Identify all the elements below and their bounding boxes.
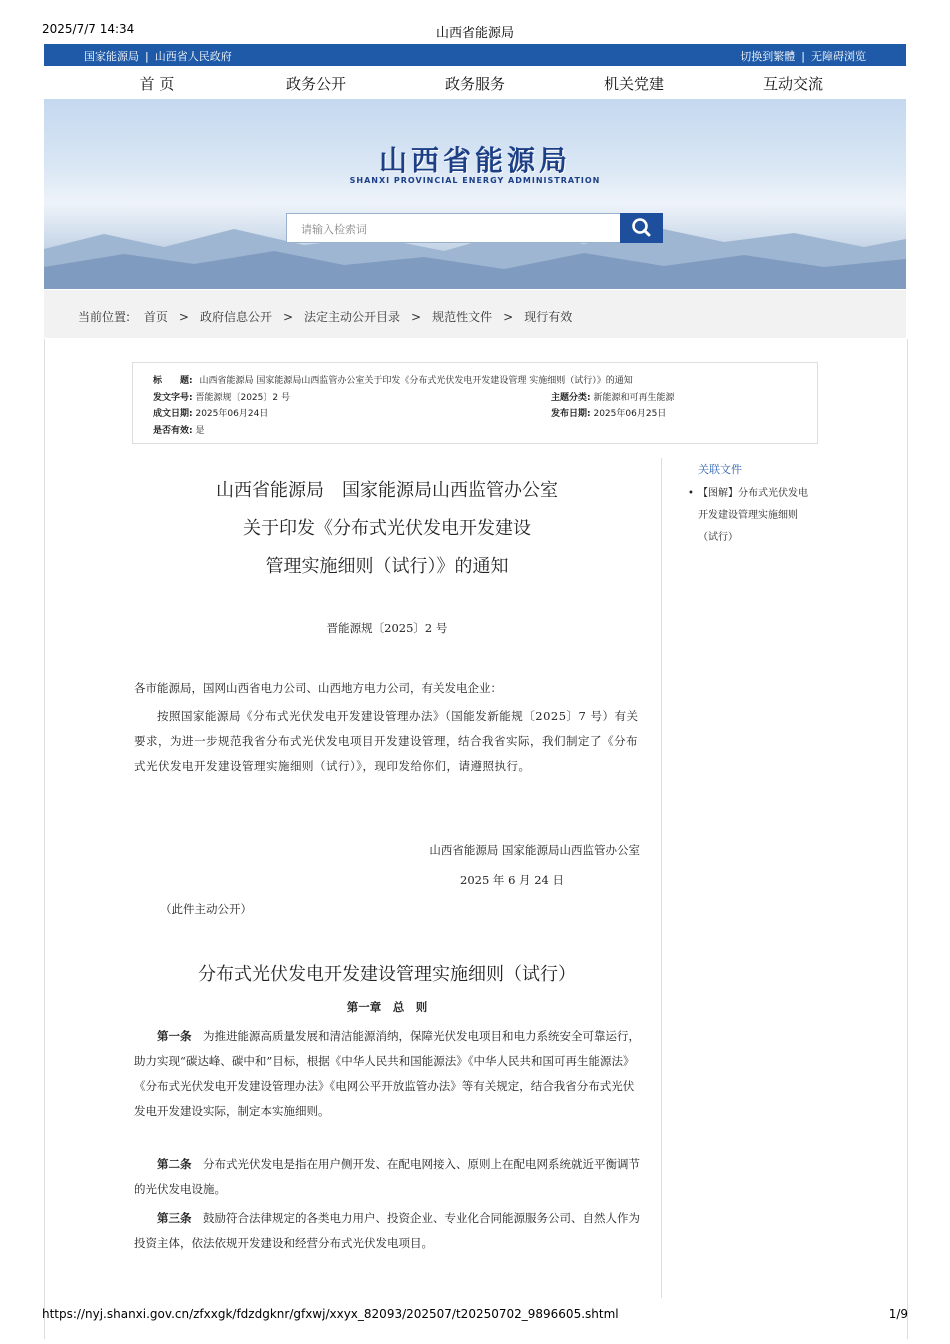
bullet-icon: • [688,488,694,499]
breadcrumb-label: 当前位置: [78,310,131,324]
doc-date: 2025 年 6 月 24 日 [460,873,564,887]
meta-doc-number: 晋能源规〔2025〕2 号 [195,393,290,403]
meta-title: 山西省能源局 国家能源局山西监管办公室关于印发《分布式光伏发电开发建设管理 实施细则（试行）》的通知 [199,376,633,386]
traditional-chinese-link[interactable]: 切换到繁體 [740,50,796,63]
print-page-number: 1/9 [888,1307,908,1321]
doc-title-line-2: 关于印发《分布式光伏发电开发建设 [243,518,531,539]
search-placeholder: 请输入检索词 [301,223,367,236]
print-title: 山西省能源局 [435,26,514,41]
breadcrumb-home[interactable]: 首页 [143,310,168,324]
article-3-label: 第三条 [157,1211,192,1225]
article-3 [134,1206,640,1256]
search-input[interactable] [286,213,622,243]
nav-party-building[interactable]: 机关党建 [603,75,664,93]
doc-disclosure: （此件主动公开） [160,902,252,916]
article-2-text: 分布式光伏发电是指在用户侧开发、在配电网接入、原则上在配电网系统就近平衡调节的光伏发电设施。 [134,1157,640,1196]
doc-signature: 山西省能源局 国家能源局山西监管办公室 [429,843,640,857]
breadcrumb-gov-info[interactable]: 政府信息公开 [199,310,272,324]
doc-title-line-3: 管理实施细则（试行）》的通知 [265,556,509,577]
link-shanxi-gov[interactable]: 山西省人民政府 [154,50,232,63]
print-footer-url: https://nyj.shanxi.gov.cn/zfxxgk/fdzdgknr/gfxwj/xxyx_82093/202507/t20250702_9896605.shtml [42,1307,619,1321]
related-file-label: 【图解】分布式光伏发电开发建设管理实施细则（试行） [698,488,808,543]
meta-created-date: 2025年06月24日 [195,409,269,419]
doc-salutation: 各市能源局，国网山西省电力公司、山西地方电力公司，有关发电企业： [134,681,502,695]
nav-government-affairs[interactable]: 政务公开 [285,75,346,93]
header-banner [44,99,906,289]
related-files-title: 关联文件 [698,463,742,476]
nav-home[interactable]: 首 页 [139,75,175,93]
article-2 [134,1152,640,1202]
doc-title-line-1: 山西省能源局 国家能源局山西监管办公室 [216,480,558,501]
document-metadata: 标 题: 山西省能源局 国家能源局山西监管办公室关于印发《分布式光伏发电开发建设管理 实施细则（试行）》的通知 发文字号: 晋能源规〔2025〕2 号 主题分类: 新能源和可再生能源 成文日期: 2025年06月24日 发布日期: 2025年06月25日 是否有效: 是 [132,362,818,444]
accessibility-link[interactable]: 无障碍浏览 [811,50,866,63]
nav-government-services[interactable]: 政务服务 [444,75,505,93]
article-1-text: 为推进能源高质量发展和清洁能源消纳，保障光伏发电项目和电力系统安全可靠运行，助力实现“碳达峰、碳中和”目标，根据《中华人民共和国能源法》《中华人民共和国可再生能源法》《分布式光伏发电开发建设管理办法》《电网公平开放监管办法》等有关规定，结合我省分布式光伏发电开发建设实际，制定本实施细则。 [134,1029,640,1118]
doc-body: 按照国家能源局《分布式光伏发电开发建设管理办法》（国能发新能规〔2025〕7 号）有关要求，为进一步规范我省分布式光伏发电项目开发建设管理，结合我省实际，我们制定了《分布式光伏发电开发建设管理实施细则（试行）》，现印发给你们，请遵照执行。 [134,709,639,773]
meta-published-date: 2025年06月25日 [593,409,667,419]
nav-interaction[interactable]: 互动交流 [762,75,823,93]
top-bar: 国家能源局 | 山西省人民政府 切换到繁體 | 无障碍浏览 [44,44,906,66]
print-header [42,22,908,40]
search-icon [620,213,663,243]
article-1 [134,1024,640,1124]
meta-valid: 是 [195,426,205,436]
chapter-title: 第一章 总 则 [346,1000,428,1014]
article-1-label: 第一条 [157,1029,192,1043]
main-nav [44,66,906,98]
rules-title: 分布式光伏发电开发建设管理实施细则（试行） [198,964,576,985]
meta-subject: 新能源和可再生能源 [593,393,675,403]
search-button[interactable] [620,213,663,243]
site-logo[interactable]: 山西省能源局 [378,144,571,177]
article-3-text: 鼓励符合法律规定的各类电力用户、投资企业、专业化合同能源服务公司、自然人作为投资主体，依法依规开发建设和经营分布式光伏发电项目。 [134,1211,640,1250]
link-nea[interactable]: 国家能源局 [84,50,139,63]
site-logo-english: SHANXI PROVINCIAL ENERGY ADMINISTRATION [349,176,601,185]
breadcrumb: 当前位置: 首页 > 政府信息公开 > 法定主动公开目录 > 规范性文件 > 现行有效 [44,290,906,338]
column-divider [661,458,662,1298]
breadcrumb-current[interactable]: 现行有效 [524,310,573,324]
article-2-label: 第二条 [157,1157,192,1171]
breadcrumb-normative-docs[interactable]: 规范性文件 [432,310,493,324]
print-date: 2025/7/7 14:34 [42,22,135,36]
doc-number: 晋能源规〔2025〕2 号 [326,621,448,635]
breadcrumb-catalog[interactable]: 法定主动公开目录 [304,310,401,324]
